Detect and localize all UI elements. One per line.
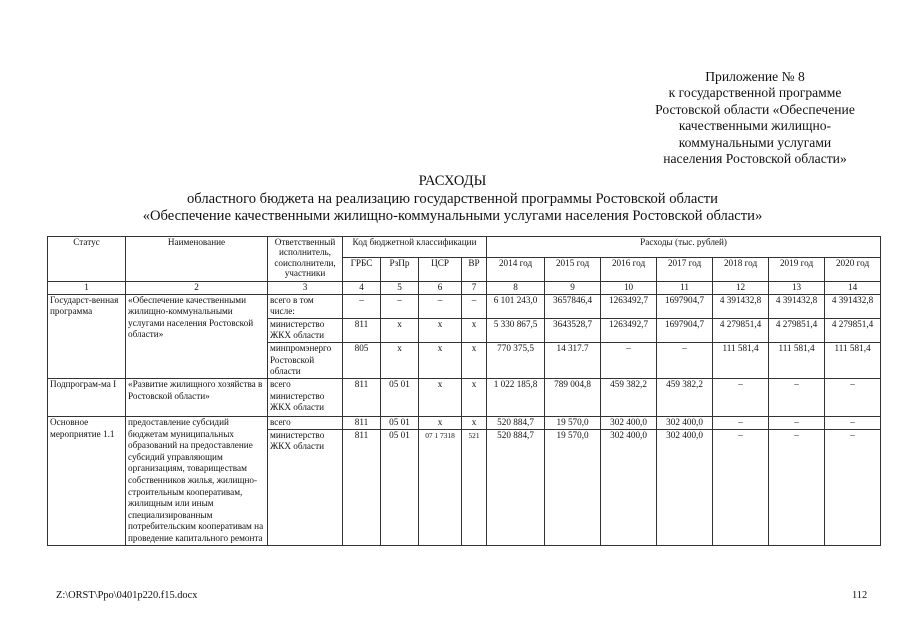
cell-expense: 520 884,7 [487, 416, 545, 429]
cell-rzpr: х [381, 318, 419, 342]
column-number: 9 [545, 282, 601, 295]
header-rzpr: РзПр [381, 258, 419, 282]
cell-rzpr: 05 01 [381, 429, 419, 545]
appendix-line: к государственной программе [668, 85, 842, 101]
cell-vr: х [462, 318, 487, 342]
row-responsible: всего [268, 416, 343, 429]
row-name: «Обеспечение качественными жилищно-коммунальными услугами населения Ростовской области» [126, 294, 268, 378]
cell-expense: – [713, 378, 769, 416]
title-line: РАСХОДЫ [418, 173, 487, 189]
cell-expense: – [713, 429, 769, 545]
table-row [48, 378, 881, 416]
cell-grbs: 811 [343, 429, 381, 545]
cell-expense: 4 279851,4 [769, 318, 825, 342]
header-year: 2015 год [545, 258, 601, 282]
cell-expense: 1263492,7 [601, 294, 657, 318]
header-budget-code: Код бюджетной классификации [343, 237, 487, 258]
column-number: 6 [419, 282, 462, 295]
column-number: 7 [462, 282, 487, 295]
cell-expense: – [825, 416, 881, 429]
cell-expense: 5 330 867,5 [487, 318, 545, 342]
cell-expense: – [601, 342, 657, 378]
row-responsible: министерство ЖКХ области [268, 318, 343, 342]
cell-vr: х [462, 378, 487, 416]
cell-expense: 111 581,4 [713, 342, 769, 378]
column-number: 5 [381, 282, 419, 295]
cell-expense: 4 279851,4 [713, 318, 769, 342]
footer-file-path: Z:\ORST\Ppo\0401p220.f15.docx [56, 590, 198, 601]
column-number: 4 [343, 282, 381, 295]
cell-expense: 4 391432,8 [713, 294, 769, 318]
footer-page-number: 112 [852, 590, 868, 601]
cell-expense: 4 391432,8 [769, 294, 825, 318]
row-status: Основное мероприятие 1.1 [48, 416, 126, 545]
cell-grbs: 811 [343, 416, 381, 429]
cell-csr: – [419, 294, 462, 318]
header-csr: ЦСР [419, 258, 462, 282]
cell-expense: 3643528,7 [545, 318, 601, 342]
cell-expense: 6 101 243,0 [487, 294, 545, 318]
header-name: Наименование [126, 237, 268, 282]
row-responsible: минпромэнерго Ростовской области [268, 342, 343, 378]
column-number: 2 [126, 282, 268, 295]
cell-expense: 520 884,7 [487, 429, 545, 545]
cell-expense: 19 570,0 [545, 429, 601, 545]
cell-csr: 07 1 7318 [419, 429, 462, 545]
table-header-row [48, 237, 881, 258]
title-line: «Обеспечение качественными жилищно-коммунальными услугами населения Ростовской области» [142, 208, 763, 225]
row-name: «Развитие жилищного хозяйства в Ростовской области» [126, 378, 268, 416]
column-number: 1 [48, 282, 126, 295]
document-title [0, 173, 905, 226]
header-year: 2020 год [825, 258, 881, 282]
cell-expense: – [713, 416, 769, 429]
row-name: предоставление субсидий бюджетам муниципальных образований на предоставление субсидий управляющим организациям, товариществам собственников жилья, жилищно-строительным кооперативам, жилищным или иным специализированным потребительским кооперативам на проведение капитального ремонта [126, 416, 268, 545]
cell-expense: 1263492,7 [601, 318, 657, 342]
cell-expense: – [825, 429, 881, 545]
row-status: Подпрограм-ма I [48, 378, 126, 416]
row-responsible: всего в том числе: [268, 294, 343, 318]
cell-expense: – [825, 378, 881, 416]
header-status: Статус [48, 237, 126, 282]
table-row [48, 294, 881, 318]
cell-grbs: 811 [343, 318, 381, 342]
row-responsible: министерство ЖКХ области [268, 429, 343, 545]
cell-expense: 1697904,7 [657, 294, 713, 318]
cell-expense: 1 022 185,8 [487, 378, 545, 416]
header-responsible: Ответственный исполнитель, соисполнители, участники [268, 237, 343, 282]
cell-vr: х [462, 416, 487, 429]
cell-vr: 521 [462, 429, 487, 545]
cell-grbs: 805 [343, 342, 381, 378]
title-line: областного бюджета на реализацию государственной программы Ростовской области [187, 190, 718, 207]
header-year: 2018 год [713, 258, 769, 282]
cell-expense: 111 581,4 [769, 342, 825, 378]
appendix-line: качественными жилищно- [678, 118, 832, 134]
row-status: Государст-венная программа [48, 294, 126, 378]
header-year: 2016 год [601, 258, 657, 282]
appendix-line: населения Ростовской области» [663, 151, 847, 167]
cell-expense: 302 400,0 [657, 429, 713, 545]
header-year: 2014 год [487, 258, 545, 282]
cell-expense: 789 004,8 [545, 378, 601, 416]
cell-expense: 4 391432,8 [825, 294, 881, 318]
cell-rzpr: 05 01 [381, 378, 419, 416]
cell-expense: 111 581,4 [825, 342, 881, 378]
column-number: 8 [487, 282, 545, 295]
cell-csr: х [419, 378, 462, 416]
header-expenses: Расходы (тыс. рублей) [487, 237, 881, 258]
row-responsible: всего министерство ЖКХ области [268, 378, 343, 416]
cell-expense: – [769, 429, 825, 545]
table-row [48, 416, 881, 429]
appendix-line: коммунальными услугами [678, 134, 832, 150]
cell-csr: х [419, 342, 462, 378]
cell-expense: – [657, 342, 713, 378]
cell-vr: – [462, 294, 487, 318]
header-vr: ВР [462, 258, 487, 282]
column-number: 14 [825, 282, 881, 295]
cell-expense: 1697904,7 [657, 318, 713, 342]
column-number: 12 [713, 282, 769, 295]
appendix-line: Ростовской области «Обеспечение [655, 101, 855, 117]
column-number: 10 [601, 282, 657, 295]
cell-vr: х [462, 342, 487, 378]
appendix-header [610, 69, 900, 167]
cell-rzpr: х [381, 342, 419, 378]
column-number: 11 [657, 282, 713, 295]
cell-expense: 19 570,0 [545, 416, 601, 429]
cell-expense: 459 382,2 [601, 378, 657, 416]
cell-csr: х [419, 416, 462, 429]
cell-expense: – [769, 416, 825, 429]
header-year: 2019 год [769, 258, 825, 282]
header-grbs: ГРБС [343, 258, 381, 282]
cell-rzpr: 05 01 [381, 416, 419, 429]
cell-expense: 3657846,4 [545, 294, 601, 318]
header-year: 2017 год [657, 258, 713, 282]
cell-expense: 302 400,0 [601, 416, 657, 429]
cell-rzpr: – [381, 294, 419, 318]
cell-expense: 14 317.7 [545, 342, 601, 378]
appendix-line: Приложение № 8 [705, 69, 805, 84]
cell-expense: 4 279851,4 [825, 318, 881, 342]
cell-grbs: 811 [343, 378, 381, 416]
cell-expense: 302 400,0 [601, 429, 657, 545]
column-number-row [48, 282, 881, 295]
cell-csr: х [419, 318, 462, 342]
budget-table [47, 236, 881, 546]
column-number: 3 [268, 282, 343, 295]
cell-expense: 770 375,5 [487, 342, 545, 378]
column-number: 13 [769, 282, 825, 295]
cell-grbs: – [343, 294, 381, 318]
cell-expense: 302 400,0 [657, 416, 713, 429]
cell-expense: – [769, 378, 825, 416]
cell-expense: 459 382,2 [657, 378, 713, 416]
